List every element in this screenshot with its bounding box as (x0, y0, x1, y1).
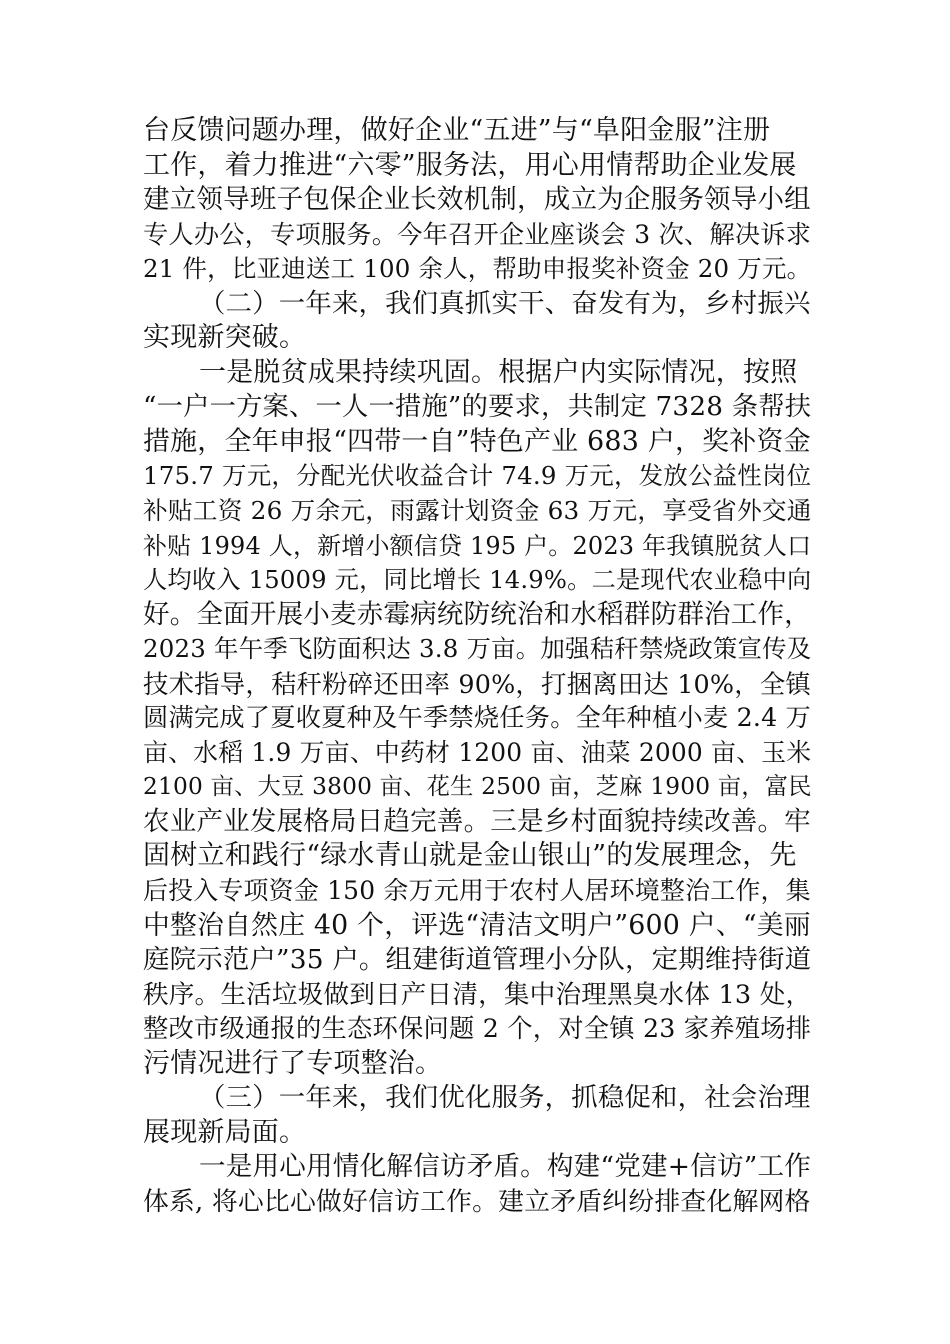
text-line: 2100 亩、大豆 3800 亩、花生 2500 亩，芝麻 1900 亩，富民 (143, 773, 812, 801)
text-line: 措施，全年申报“四带一自”特色产业 683 户，奖补资金 (143, 425, 811, 457)
text-line: 庭院示范户”35 户。组建街道管理小分队，定期维持街道 (143, 944, 812, 976)
paragraph-start-line: 一是用心用情化解信访矛盾。构建“党建+信访”工作 (199, 1151, 812, 1183)
text-line: 台反馈问题办理，做好企业“五进”与“阜阳金服”注册 (143, 115, 771, 146)
text-line: 补贴工资 26 万余元，雨露计划资金 63 万元，享受省外交通 (143, 496, 812, 526)
document-body (143, 114, 811, 1220)
text-line: 中整治自然庄 40 个，评选“清洁文明户”600 户、“美丽 (143, 909, 811, 941)
text-line: 专人办公，专项服务。今年召开企业座谈会 3 次、解决诉求 (143, 219, 812, 249)
section-heading-line: 实现新突破。 (143, 322, 307, 354)
text-line: 农业产业发展格局日趋完善。三是乡村面貌持续改善。牢 (143, 805, 811, 837)
text-line: 21 件，比亚迪送工 100 余人，帮助申报奖补资金 20 万元。 (143, 254, 812, 284)
text-line: 建立领导班子包保企业长效机制，成立为企服务领导小组 (143, 184, 811, 216)
text-line: 好。全面开展小麦赤霉病统防统治和水稻群防群治工作， (143, 598, 811, 630)
section-heading-line: 展现新局面。 (143, 1116, 307, 1148)
text-line: 亩、水稻 1.9 万亩、中药材 1200 亩、油菜 2000 亩、玉米 (143, 737, 812, 767)
text-line: 后投入专项资金 150 余万元用于农村人居环境整治工作，集 (143, 876, 811, 906)
text-line: 秩序。生活垃圾做到日产日清，集中治理黑臭水体 13 处， (143, 979, 812, 1010)
text-line: “一户一方案、一人一措施”的要求，共制定 7328 条帮扶 (143, 392, 812, 423)
section-heading-line: （三）一年来，我们优化服务，抓稳促和，社会治理 (199, 1082, 811, 1114)
section-heading-line: （二）一年来，我们真抓实干、奋发有为，乡村振兴 (199, 287, 811, 319)
text-line: 固树立和践行“绿水青山就是金山银山”的发展理念，先 (143, 840, 797, 872)
text-line: 圆满完成了夏收夏种及午季禁烧任务。全年种植小麦 2.4 万 (143, 703, 812, 733)
text-line: 补贴 1994 人，新增小额信贷 195 户。2023 年我镇脱贫人口 (143, 531, 812, 560)
text-line: 人均收入 15009 元，同比增长 14.9%。二是现代农业稳中向 (143, 565, 812, 595)
text-line: 175.7 万元，分配光伏收益合计 74.9 万元，发放公益性岗位 (143, 461, 812, 491)
text-line: 工作，着力推进“六零”服务法，用心用情帮助企业发展 (143, 149, 797, 181)
text-line: 整改市级通报的生态环保问题 2 个，对全镇 23 家养殖场排 (143, 1014, 812, 1044)
text-line: 2023 年午季飞防面积达 3.8 万亩。加强秸秆禁烧政策宣传及 (143, 634, 812, 664)
text-line: 技术指导，秸秆粉碎还田率 90%，打捆离田达 10%，全镇 (143, 668, 812, 699)
paragraph-start-line: 一是脱贫成果持续巩固。根据户内实际情况，按照 (199, 356, 798, 388)
text-line: 体系, 将心比心做好信访工作。建立矛盾纠纷排查化解网格 (143, 1186, 811, 1217)
text-line: 污情况进行了专项整治。 (143, 1047, 443, 1079)
